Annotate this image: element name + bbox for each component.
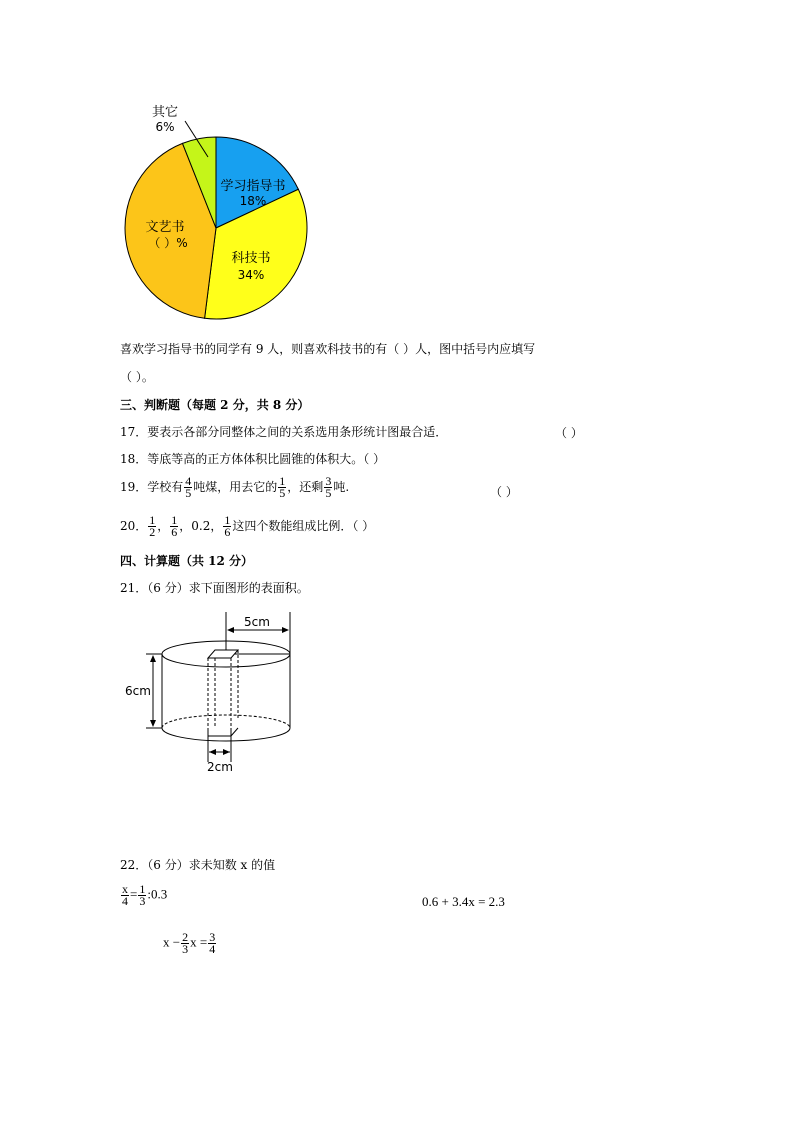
- cylinder-figure: [120, 610, 310, 775]
- q20-pre: 20．: [120, 519, 148, 533]
- q18-text: 18．等底等高的正方体体积比圆锥的体积大。（ ）: [120, 452, 386, 466]
- q21-text: 21．（6 分）求下面图形的表面积。: [120, 581, 309, 595]
- q22-eq3: [163, 932, 217, 955]
- dim-2cm-label: 2cm: [207, 760, 233, 774]
- q20-f2-den: 6: [171, 525, 178, 539]
- q20-f3-den: 6: [224, 525, 231, 539]
- q19-post: 吨.: [333, 480, 350, 494]
- dim-5cm-label: 5cm: [244, 615, 270, 629]
- eq3-b-num: 3: [209, 930, 216, 944]
- q19-blank: （ ）: [490, 485, 518, 499]
- q19-mid1: 吨煤，用去它的: [193, 480, 278, 494]
- q19-f3-num: 3: [325, 474, 332, 488]
- pie-chart: [110, 95, 320, 330]
- eq3-frac-b: [208, 932, 216, 955]
- eq1-frac-a: [121, 884, 129, 907]
- q20: [120, 515, 374, 538]
- pie-label-guide: 学习指导书: [220, 179, 286, 194]
- pie-pct-guide: 18%: [239, 194, 267, 208]
- q20-f2-num: 1: [171, 513, 178, 527]
- eq1-frac-b: [138, 884, 146, 907]
- q19-f1-num: 4: [185, 474, 192, 488]
- prism-top: [208, 650, 238, 658]
- q20-f3-num: 1: [224, 513, 231, 527]
- q16-line1: 喜欢学习指导书的同学有 9 人，则喜欢科技书的有（ ）人，图中括号内应填写: [120, 342, 536, 356]
- q19-mid2: ，还剩: [287, 480, 324, 494]
- cylinder-bottom-front: [162, 728, 290, 741]
- dim-6cm-arrow-top: [150, 655, 156, 662]
- eq1-rest: :0.3: [147, 886, 168, 902]
- q22-eq1: [120, 884, 167, 907]
- q20-fraction-2: [170, 515, 178, 538]
- pie-label-literature: 文艺书: [145, 220, 185, 235]
- q20-fraction-3: [223, 515, 231, 538]
- eq3-a-num: 2: [182, 930, 189, 944]
- eq3-frac-a: [181, 932, 189, 955]
- q19-f1-den: 5: [185, 486, 192, 500]
- eq3-pre: x −: [163, 934, 181, 950]
- eq3-mid: x =: [190, 934, 208, 950]
- q20-f1-den: 2: [149, 525, 156, 539]
- pie-pct-science: 34%: [237, 268, 265, 282]
- eq1-a-den: 4: [122, 894, 128, 908]
- pie-label-science: 科技书: [231, 251, 271, 266]
- q19-fraction-1: [184, 476, 192, 499]
- pie-pct-literature: （ ）%: [148, 236, 188, 250]
- q19-f3-den: 5: [325, 486, 332, 500]
- q19-f2-num: 1: [279, 474, 286, 488]
- q20-f1-num: 1: [149, 513, 156, 527]
- q17-blank: （ ）: [555, 426, 583, 440]
- dim-5cm-arrow-left: [227, 627, 234, 633]
- eq1-eq: =: [130, 886, 138, 902]
- q22-text: 22．（6 分）求未知数 x 的值: [120, 858, 276, 872]
- q19-f2-den: 5: [279, 486, 286, 500]
- dim-6cm-label: 6cm: [125, 684, 151, 698]
- eq3-a-den: 3: [182, 942, 189, 956]
- q16-line2: （ ）。: [120, 370, 154, 384]
- eq1-a-num: x: [122, 882, 128, 896]
- section4-title: 四、计算题（共 12 分）: [120, 554, 254, 568]
- dim-6cm-arrow-bottom: [150, 720, 156, 727]
- q22-eq2: 0.6 + 3.4x = 2.3: [422, 894, 505, 909]
- q17-text: 17．要表示各部分同整体之间的关系选用条形统计图最合适．: [120, 425, 448, 439]
- eq1-b-den: 3: [139, 894, 146, 908]
- q20-post: 这四个数能组成比例．（ ）: [232, 519, 375, 533]
- prism-bottom: [208, 728, 238, 736]
- q19-fraction-3: [324, 476, 332, 499]
- pie-pct-other: 6%: [155, 120, 175, 134]
- dim-2cm-arrow-left: [209, 749, 216, 755]
- pie-label-other: 其它: [151, 105, 179, 120]
- q20-fraction-1: [148, 515, 156, 538]
- cylinder-bottom-back: [162, 715, 290, 728]
- q20-sep1: ，: [157, 519, 170, 533]
- q19-pre: 19．学校有: [120, 480, 184, 494]
- eq3-b-den: 4: [209, 942, 216, 956]
- dim-2cm-arrow-right: [223, 749, 230, 755]
- q19: [120, 476, 349, 499]
- section3-title: 三、判断题（每题 2 分，共 8 分）: [120, 398, 310, 412]
- dim-5cm-arrow-right: [282, 627, 289, 633]
- q19-fraction-2: [278, 476, 286, 499]
- q20-mid: ，0.2，: [179, 519, 223, 533]
- eq1-b-num: 1: [139, 882, 146, 896]
